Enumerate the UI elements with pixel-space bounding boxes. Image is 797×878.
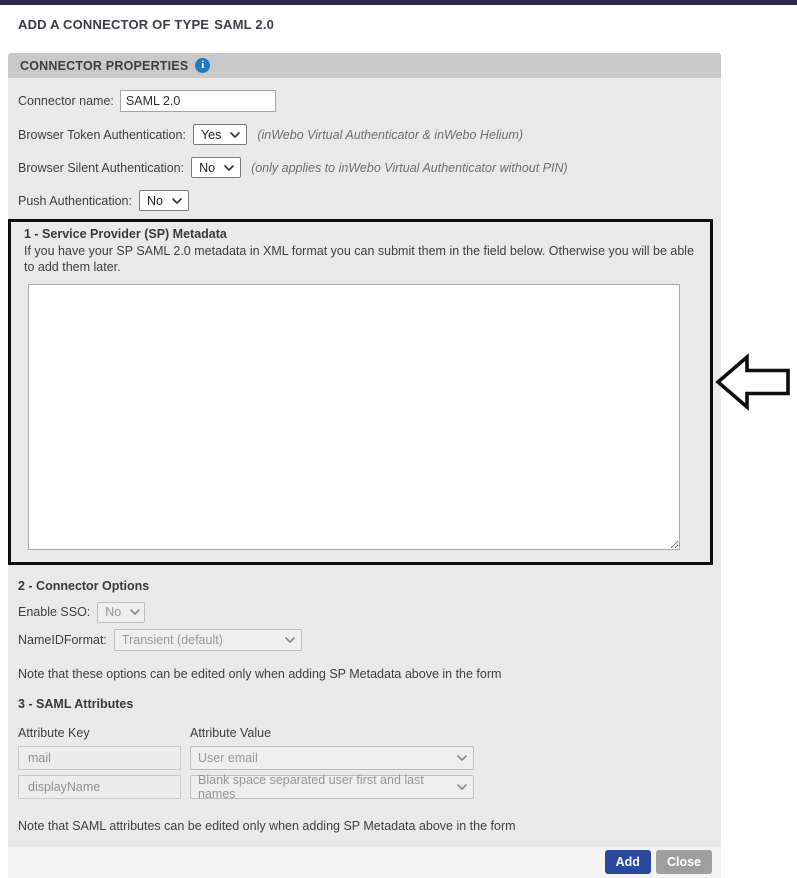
panel-header: [8, 53, 721, 78]
sp-metadata-section: [8, 219, 713, 565]
push-auth-row: [18, 190, 721, 211]
chevron-down-icon: [457, 784, 467, 790]
connector-name-label: Connector name:: [18, 94, 114, 108]
panel-body: [8, 78, 721, 878]
browser-token-auth-label: Browser Token Authentication:: [18, 127, 186, 142]
chevron-down-icon: [130, 609, 140, 615]
footer-bar: [8, 847, 721, 878]
saml-attributes-note: Note that SAML attributes can be edited only when adding SP Metadata above in the form: [18, 818, 516, 833]
chevron-down-icon: [230, 132, 240, 138]
connector-name-row: [18, 90, 721, 112]
push-auth-value: No: [146, 193, 163, 208]
chevron-down-icon: [224, 165, 234, 171]
browser-token-auth-select[interactable]: [193, 124, 247, 145]
attribute-value-select[interactable]: [190, 772, 474, 801]
sp-metadata-title: 1 - Service Provider (SP) Metadata: [24, 227, 227, 241]
saml-attributes-header-row: [18, 726, 721, 740]
sp-metadata-textarea[interactable]: [28, 284, 680, 550]
attribute-value-select[interactable]: [190, 746, 474, 770]
attribute-key-input[interactable]: [18, 746, 181, 770]
connector-options-title: 2 - Connector Options: [18, 578, 150, 593]
page-title-connector-type: SAML 2.0: [214, 17, 275, 32]
attribute-value-header: Attribute Value: [190, 725, 272, 740]
table-row: [18, 746, 721, 770]
push-auth-label: Push Authentication:: [18, 193, 132, 208]
page-title: [18, 17, 797, 32]
enable-sso-value: No: [105, 605, 122, 619]
saml-attributes-title: 3 - SAML Attributes: [18, 696, 134, 711]
saml-attributes-table: [18, 726, 721, 799]
panel-header-title: CONNECTOR PROPERTIES: [20, 58, 189, 73]
chevron-down-icon: [457, 755, 467, 761]
browser-token-auth-value: Yes: [200, 127, 222, 142]
attribute-key-header: Attribute Key: [18, 725, 90, 740]
attribute-value-text: User email: [198, 750, 258, 765]
table-row: [18, 772, 721, 801]
enable-sso-label: Enable SSO:: [18, 605, 91, 619]
nameid-format-value: Transient (default): [121, 632, 223, 647]
browser-silent-auth-note: (only applies to inWebo Virtual Authenticator without PIN): [251, 160, 568, 175]
attribute-value-text: Blank space separated user first and last names: [198, 772, 424, 801]
nameid-format-select[interactable]: [114, 629, 302, 651]
browser-silent-auth-select[interactable]: [191, 157, 241, 178]
nameid-format-label: NameIDFormat:: [18, 632, 107, 647]
connector-options-note: Note that these options can be edited only when adding SP Metadata above in the form: [18, 666, 502, 681]
top-accent-bar: [0, 0, 797, 5]
add-button[interactable]: Add: [605, 850, 651, 874]
chevron-down-icon: [172, 198, 182, 204]
connector-name-input[interactable]: [120, 90, 276, 112]
info-icon[interactable]: i: [195, 58, 210, 73]
attribute-key-input[interactable]: [18, 775, 181, 799]
nameid-format-row: [18, 629, 721, 651]
enable-sso-row: [18, 602, 721, 623]
browser-silent-auth-row: [18, 157, 721, 178]
browser-token-auth-note: (inWebo Virtual Authenticator & inWebo Helium): [257, 127, 523, 142]
browser-silent-auth-value: No: [199, 160, 216, 175]
chevron-down-icon: [285, 637, 295, 643]
connector-properties-panel: [8, 53, 721, 878]
left-arrow-icon: [714, 353, 792, 411]
page-title-prefix: ADD A CONNECTOR OF TYPE: [18, 17, 210, 32]
sp-metadata-description: If you have your SP SAML 2.0 metadata in XML format you can submit them in the field below. Otherwise you will be able to add them later.: [24, 244, 695, 275]
push-auth-select[interactable]: [139, 190, 189, 211]
enable-sso-select[interactable]: [97, 602, 145, 623]
browser-silent-auth-label: Browser Silent Authentication:: [18, 160, 185, 175]
close-button[interactable]: Close: [656, 850, 712, 874]
browser-token-auth-row: [18, 124, 721, 145]
